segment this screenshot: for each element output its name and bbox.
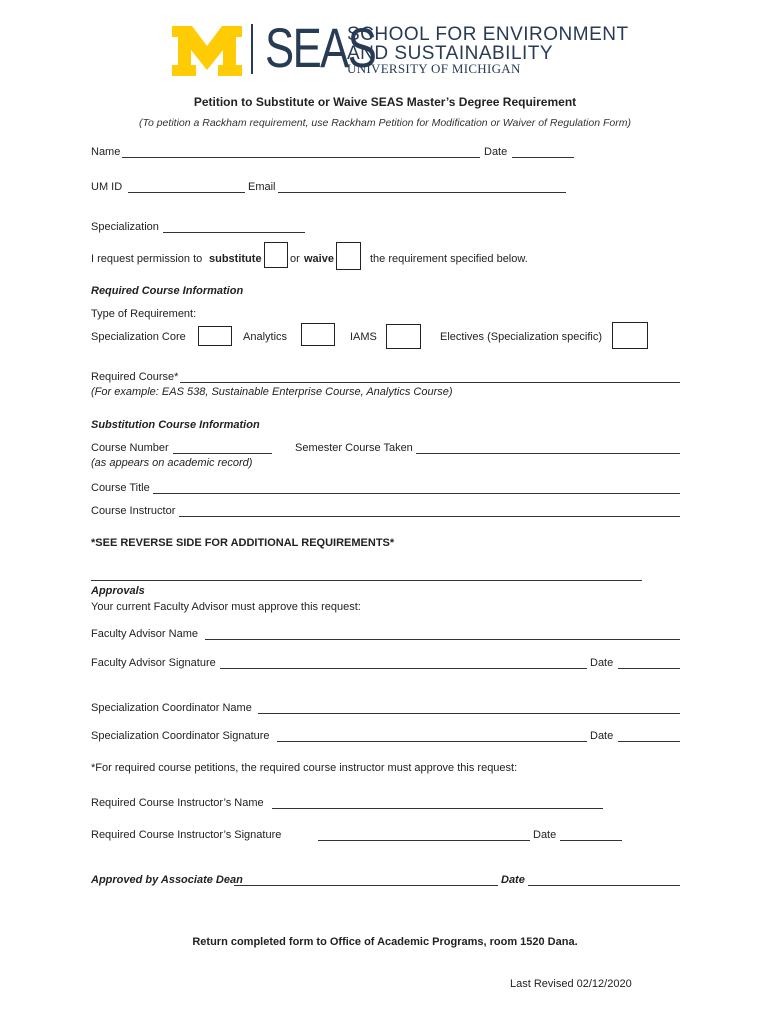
logo-divider xyxy=(251,24,253,74)
approvals-heading: Approvals xyxy=(91,585,145,597)
type-iams-label: IAMS xyxy=(350,331,377,343)
coordinator-name-label: Specialization Coordinator Name xyxy=(91,702,252,714)
reverse-side-note: *SEE REVERSE SIDE FOR ADDITIONAL REQUIREMENTS* xyxy=(91,537,395,549)
type-electives-label: Electives (Specialization specific) xyxy=(440,331,603,343)
substitute-label: substitute xyxy=(209,253,262,265)
advisor-note: Your current Faculty Advisor must approve this request: xyxy=(91,601,361,613)
advisor-name-label: Faculty Advisor Name xyxy=(91,628,198,640)
or-label: or xyxy=(290,253,300,265)
university-name: UNIVERSITY OF MICHIGAN xyxy=(347,61,521,76)
coordinator-date-field[interactable] xyxy=(618,741,680,742)
course-number-note: (as appears on academic record) xyxy=(91,457,253,469)
required-course-field[interactable] xyxy=(180,382,680,383)
course-number-field[interactable] xyxy=(173,453,272,454)
coordinator-name-field[interactable] xyxy=(258,713,680,714)
instructor-date-field[interactable] xyxy=(560,840,622,841)
course-instructor-label: Course Instructor xyxy=(91,505,176,517)
type-analytics-checkbox[interactable] xyxy=(301,323,335,346)
required-course-label: Required Course* xyxy=(91,371,179,383)
instructor-name-field[interactable] xyxy=(272,808,603,809)
email-field[interactable] xyxy=(278,192,566,193)
section-divider xyxy=(91,580,642,581)
semester-label: Semester Course Taken xyxy=(295,442,413,454)
course-number-label: Course Number xyxy=(91,442,169,454)
waive-label: waive xyxy=(304,253,334,265)
advisor-date-label: Date xyxy=(590,657,614,669)
page-subtitle: (To petition a Rackham requirement, use Rackham Petition for Modification or Waiver of Regulation Form) xyxy=(139,117,631,129)
specialization-field[interactable] xyxy=(163,232,305,233)
associate-dean-signature-field[interactable] xyxy=(234,885,498,886)
instructor-signature-label: Required Course Instructor’s Signature xyxy=(91,829,282,841)
course-instructor-field[interactable] xyxy=(179,516,680,517)
date-label: Date xyxy=(484,146,508,158)
umich-block-m-logo xyxy=(172,26,242,76)
substitution-course-heading: Substitution Course Information xyxy=(91,419,260,431)
seas-wordmark: SEAS xyxy=(265,16,376,79)
substitute-checkbox[interactable] xyxy=(264,242,288,268)
coordinator-signature-field[interactable] xyxy=(277,741,587,742)
instructor-date-label: Date xyxy=(533,829,557,841)
instructor-name-label: Required Course Instructor’s Name xyxy=(91,797,264,809)
type-analytics-label: Analytics xyxy=(243,331,288,343)
course-title-label: Course Title xyxy=(91,482,150,494)
advisor-date-field[interactable] xyxy=(618,668,680,669)
last-revised: Last Revised 02/12/2020 xyxy=(510,978,632,990)
coordinator-signature-label: Specialization Coordinator Signature xyxy=(91,730,270,742)
advisor-signature-label: Faculty Advisor Signature xyxy=(91,657,216,669)
advisor-signature-field[interactable] xyxy=(220,668,587,669)
date-field[interactable] xyxy=(512,157,574,158)
umid-field[interactable] xyxy=(128,192,245,193)
associate-dean-date-field[interactable] xyxy=(528,885,680,886)
type-iams-checkbox[interactable] xyxy=(386,324,421,349)
coordinator-date-label: Date xyxy=(590,730,614,742)
waive-checkbox[interactable] xyxy=(336,242,361,270)
semester-field[interactable] xyxy=(416,453,680,454)
umid-label: UM ID xyxy=(91,181,123,193)
school-name-line1: SCHOOL FOR ENVIRONMENT xyxy=(347,24,629,45)
advisor-name-field[interactable] xyxy=(205,639,680,640)
course-title-field[interactable] xyxy=(153,493,680,494)
type-specialization-core-checkbox[interactable] xyxy=(198,326,232,346)
instructor-signature-field[interactable] xyxy=(318,840,530,841)
name-field[interactable] xyxy=(122,157,480,158)
associate-dean-date-label: Date xyxy=(501,874,525,886)
associate-dean-label: Approved by Associate Dean xyxy=(91,874,243,886)
type-of-requirement-label: Type of Requirement: xyxy=(91,308,197,320)
school-name-line2: AND SUSTAINABILITY xyxy=(347,43,554,64)
required-course-heading: Required Course Information xyxy=(91,285,244,297)
name-label: Name xyxy=(91,146,121,158)
required-course-example: (For example: EAS 538, Sustainable Enterprise Course, Analytics Course) xyxy=(91,386,453,398)
instructor-note: *For required course petitions, the required course instructor must approve this request: xyxy=(91,762,518,774)
request-prefix: I request permission to xyxy=(91,253,203,265)
email-label: Email xyxy=(248,181,276,193)
return-instructions: Return completed form to Office of Academic Programs, room 1520 Dana. xyxy=(192,936,578,948)
request-suffix: the requirement specified below. xyxy=(370,253,528,265)
type-electives-checkbox[interactable] xyxy=(612,322,648,349)
specialization-label: Specialization xyxy=(91,221,159,233)
page-title: Petition to Substitute or Waive SEAS Master’s Degree Requirement xyxy=(193,95,577,109)
type-specialization-core-label: Specialization Core xyxy=(91,331,186,343)
